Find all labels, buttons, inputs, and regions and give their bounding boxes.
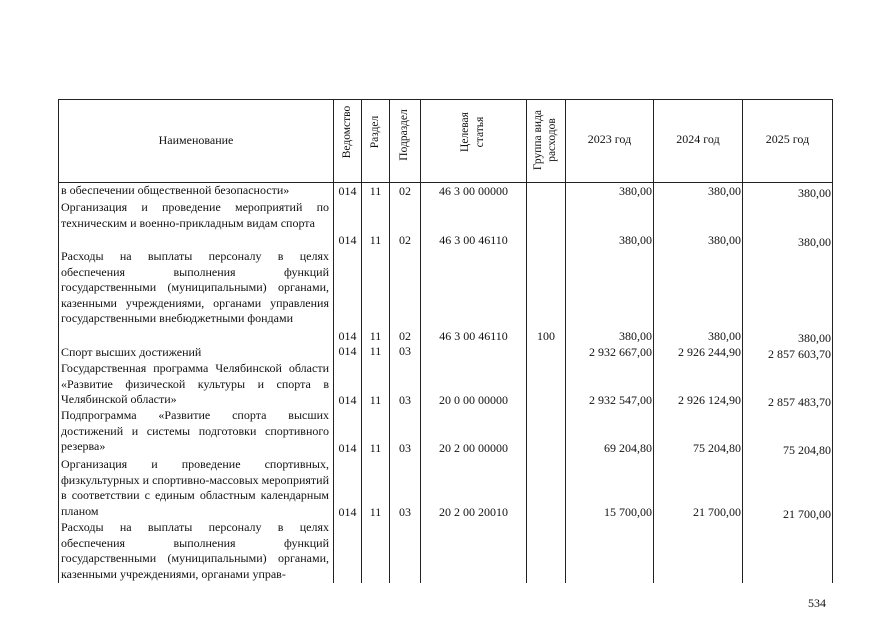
row-name: Организация и проведение мероприятий по техническим и военно-прикладным видам спорта (61, 200, 329, 230)
page-number: 534 (808, 596, 826, 610)
row-2025: 21 700,00 (783, 507, 831, 521)
header-target-line2: статья (474, 116, 486, 148)
row-target: 46 3 00 00000 (439, 184, 508, 198)
row-name: Расходы на выплаты персоналу в целях обеспечения выполнения функций государственными (муниципальными) органами, казенными учреждениями, органами управления государственными внебюджетными фондами (61, 249, 329, 326)
row-target: 20 2 00 20010 (439, 505, 508, 519)
row-name: в обеспечении общественной безопасности» (61, 183, 290, 197)
row-name: Государственная программа Челябинской области «Развитие физической культуры и спорта в Челябинской области» (61, 361, 329, 407)
row-dept: 014 (338, 344, 357, 358)
header-name: Наименование (158, 133, 234, 147)
header-target-line1: Целевая (459, 112, 471, 152)
table-border-right (832, 99, 833, 583)
header-section: Раздел (369, 115, 381, 149)
row-2025: 380,00 (798, 186, 831, 200)
row-2025: 2 857 603,70 (768, 347, 831, 361)
row-subsection: 03 (399, 344, 411, 358)
row-2024: 21 700,00 (693, 505, 741, 519)
row-name: Расходы на выплаты персоналу в целях обеспечения выполнения функций государственными (муниципальными) органами, казенными учреждениями, органами управ- (61, 520, 329, 581)
row-subsection: 03 (399, 505, 411, 519)
row-section: 11 (369, 441, 382, 455)
row-subsection: 02 (399, 233, 411, 247)
header-dept: Ведомство (341, 105, 353, 159)
row-name: Подпрограмма «Развитие спорта высших достижений и системы подготовки спортивного резерва» (61, 408, 329, 454)
row-2025: 380,00 (798, 235, 831, 249)
row-target: 46 3 00 46110 (439, 233, 508, 247)
row-2023: 2 932 667,00 (589, 345, 652, 359)
row-name: Организация и проведение спортивных, физкультурных и спортивно-массовых мероприятий в соответствии с единым областным календарным планом (61, 457, 329, 518)
table-border-top (58, 99, 833, 100)
header-2024: 2024 год (676, 132, 720, 146)
row-subsection: 02 (399, 184, 411, 198)
row-target: 20 2 00 00000 (439, 441, 508, 455)
table-border-left (58, 99, 59, 583)
row-section: 11 (369, 505, 382, 519)
row-dept: 014 (338, 233, 357, 247)
row-2025: 2 857 483,70 (768, 395, 831, 409)
row-dept: 014 (338, 184, 357, 198)
row-2024: 75 204,80 (693, 441, 741, 455)
row-name: Спорт высших достижений (61, 345, 202, 359)
row-subsection: 03 (399, 441, 411, 455)
row-2023: 380,00 (619, 184, 652, 198)
row-section: 11 (369, 393, 382, 407)
row-section: 11 (369, 329, 382, 343)
row-2023: 15 700,00 (604, 505, 652, 519)
row-2024: 2 926 124,90 (678, 393, 741, 407)
row-2023: 380,00 (619, 329, 652, 343)
row-dept: 014 (338, 393, 357, 407)
row-subsection: 03 (399, 393, 411, 407)
row-dept: 014 (338, 441, 357, 455)
header-group-line2: расходов (546, 118, 558, 162)
row-dept: 014 (338, 329, 357, 343)
row-2023: 380,00 (619, 233, 652, 247)
row-target: 46 3 00 46110 (439, 329, 508, 343)
row-target: 20 0 00 00000 (439, 393, 508, 407)
row-section: 11 (369, 344, 382, 358)
row-2025: 75 204,80 (783, 443, 831, 457)
row-section: 11 (369, 233, 382, 247)
header-2025: 2025 год (765, 132, 810, 146)
row-2023: 2 932 547,00 (589, 393, 652, 407)
row-2024: 380,00 (708, 184, 741, 198)
header-2023: 2023 год (587, 132, 632, 146)
row-2024: 380,00 (708, 233, 741, 247)
row-dept: 014 (338, 505, 357, 519)
row-section: 11 (369, 184, 382, 198)
row-2023: 69 204,80 (604, 441, 652, 455)
header-subsection: Подраздел (398, 109, 410, 161)
row-2024: 380,00 (708, 329, 741, 343)
row-group: 100 (537, 329, 555, 343)
row-2025: 380,00 (798, 331, 831, 345)
header-group-line1: Группа вида (532, 109, 544, 171)
row-2024: 2 926 244,90 (678, 345, 741, 359)
row-subsection: 02 (399, 329, 411, 343)
